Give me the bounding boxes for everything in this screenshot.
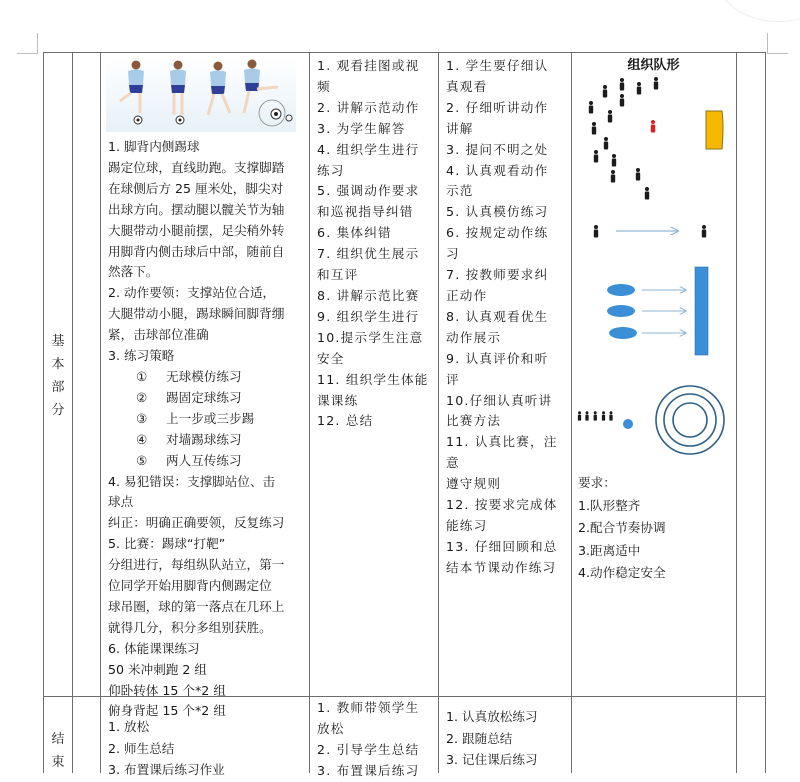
step-text: 无球模仿练习 [166,368,242,384]
student-line: 5. 认真模仿练习 [446,204,549,220]
student-figures-icon [589,77,658,200]
end-content-column [108,716,304,781]
teacher-line: 3. 为学生解答 [317,120,406,136]
student-line: 13. 仔细回顾和总 [446,538,558,554]
teacher-line: 7. 组织优生展示 [317,246,420,262]
student-line: 2. 仔细听讲动作 [446,99,549,115]
item-text: 球吊圈，球的第一落点在几环上 [108,598,285,614]
teacher-line: 1. 教师带领学生 [317,700,420,715]
teacher-line: 放松 [317,720,345,736]
step-number: ③ [136,410,148,426]
requirements-heading: 要求： [578,475,616,490]
teacher-figure-icon [651,120,655,133]
item-text: 在球侧后方 25 厘米处，脚尖对 [108,180,284,196]
step-number: ② [136,389,148,405]
student-line: 评 [446,371,460,387]
col-border [736,52,737,773]
requirement-item: 2.配合节奏协调 [578,520,666,535]
teacher-line: 和巡视指导纠错 [317,204,414,220]
step-text: 上一步或三步踢 [166,410,255,426]
teacher-line: 频 [317,78,331,94]
student-line: 12. 按要求完成体 [446,497,558,513]
student-line: 动作展示 [446,329,502,345]
col-border [438,52,439,773]
label-char: 本 [51,357,65,372]
item-text: 大腿带动小腿前摆，足尖稍外转 [108,222,285,238]
end-student-column [446,706,566,771]
item-text: 就得几分，积分多组别获胜。 [108,619,272,635]
item-title: 1. 脚背内侧踢球 [108,139,200,154]
student-line: 2. 跟随总结 [446,730,513,746]
item-text: 仰卧转体 15 个*2 组 [108,682,226,698]
label-char: 结 [51,732,65,747]
step-number: ⑤ [136,452,148,468]
practice-step [108,388,304,409]
formation-diagram [572,70,735,470]
teacher-line: 11. 组织学生体能 [317,371,429,387]
step-number: ④ [136,431,148,447]
student-line: 4. 认真观看动作 [446,162,549,178]
teacher-line: 课课练 [317,392,359,408]
wall-kick-drill-icon [607,267,708,355]
teacher-line: 10.提示学生注意 [317,329,424,345]
teacher-line: 8. 讲解示范比赛 [317,287,420,303]
student-line: 3. 记住课后练习 [446,752,538,767]
col-border [72,52,73,773]
teacher-line: 6. 集体纠错 [317,225,392,241]
item-title: 4. 易犯错误：支撑脚站位、击 [108,473,276,489]
col-border [765,52,766,773]
student-activity-column [446,56,566,579]
practice-step [108,430,304,451]
teacher-line: 练习 [317,162,345,178]
requirement-item: 3.距离适中 [578,542,641,558]
teacher-line: 2. 引导学生总结 [317,741,420,757]
page-corner-mark-left [17,33,38,54]
student-line: 6. 按规定动作练 [446,225,549,241]
section-label-end [44,728,72,774]
step-text: 对墙踢球练习 [166,431,242,447]
student-line: 讲解 [446,120,474,136]
item-text: 紧，击球部位准确 [108,327,209,343]
teacher-line: 4. 组织学生进行 [317,141,420,157]
teacher-line: 12. 总结 [317,413,374,429]
item-title: 3. 练习策略 [108,348,175,364]
col-border [100,52,101,773]
item-text: 大腿带动小腿，踢球瞬间脚背绷 [108,306,285,322]
requirement-item: 1.队形整齐 [578,497,641,513]
teacher-line: 9. 组织学生进行 [317,308,420,324]
kicking-illustration [106,57,296,132]
step-number: ① [136,368,148,384]
page-edge-shadow [718,0,800,22]
practice-step [108,367,304,388]
practice-step [108,409,304,430]
teacher-line: 1. 观看挂图或视 [317,58,420,73]
formation-title: 组织队形 [627,58,680,73]
goal-icon [706,111,723,149]
item-text: 踢定位球，直线助跑。支撑脚踏 [108,159,285,175]
item-text: 然落下。 [108,264,159,280]
student-line: 能练习 [446,517,488,533]
football-kick-sequence-icon [106,57,296,132]
teacher-line: 和互评 [317,267,359,283]
item-text: 50 米冲刺跑 2 组 [108,661,208,677]
requirement-item: 4.动作稳定安全 [578,565,666,580]
student-line: 7. 按教师要求纠 [446,267,549,283]
teacher-activity-column [317,56,433,432]
item-title: 5. 比赛：踢球“打靶” [108,536,226,552]
target-drill-icon [578,386,724,454]
label-char: 基 [51,334,65,349]
student-line: 示范 [446,183,474,199]
student-line: 习 [446,246,460,262]
item-text: 分组进行，每组纵队站立，第一 [108,557,285,573]
step-text: 两人互传练习 [166,452,242,468]
step-text: 踢固定球练习 [166,389,242,405]
content-column [108,137,304,722]
student-line: 9. 认真评价和听 [446,350,549,366]
page-corner-mark-right [767,33,788,54]
label-char: 束 [51,755,65,770]
student-line: 8. 认真观看优生 [446,308,549,324]
content-line: 2. 师生总结 [108,740,175,756]
teacher-line: 3. 布置课后练习 [317,762,420,778]
col-border [309,52,310,773]
item-text: 俯身背起 15 个*2 组 [108,703,226,719]
student-line: 1. 学生要仔细认 [446,58,549,73]
item-text: 球点 [108,494,134,510]
section-label-main [44,330,72,422]
student-line: 结本节课动作练习 [446,559,557,575]
item-text: 出球方向。摆动腿以髋关节为轴 [108,201,285,217]
student-line: 正动作 [446,287,488,303]
item-text: 位同学开始用脚背内侧踢定位 [108,578,272,594]
label-char: 部 [51,380,65,395]
student-line: 真观看 [446,78,488,94]
content-line: 3. 布置课后练习作业 [108,762,225,777]
formation-requirements [578,472,728,585]
runner-drill-icon [594,225,706,238]
student-line: 1. 认真放松练习 [446,709,538,724]
practice-step [108,451,304,472]
label-char: 分 [51,403,65,418]
student-line: 11. 认真比赛，注意 [446,434,558,471]
item-title: 6. 体能课课练习 [108,640,200,656]
content-line: 1. 放松 [108,719,150,734]
teacher-line: 5. 强调动作要求 [317,183,420,199]
teacher-line: 安全 [317,350,345,366]
student-line: 10.仔细认真听讲 [446,392,553,408]
item-text: 用脚背内侧击球后中部，随前自 [108,243,285,259]
table-top-border [43,52,766,53]
end-teacher-column [317,698,433,782]
student-line: 比赛方法 [446,413,502,429]
student-line: 遵守规则 [446,476,502,492]
teacher-line: 2. 讲解示范动作 [317,99,420,115]
item-text: 纠正：明确正确要领，反复练习 [108,515,285,531]
item-title: 2. 动作要领：支撑站位合适， [108,285,276,301]
student-line: 3. 提问不明之处 [446,141,549,157]
